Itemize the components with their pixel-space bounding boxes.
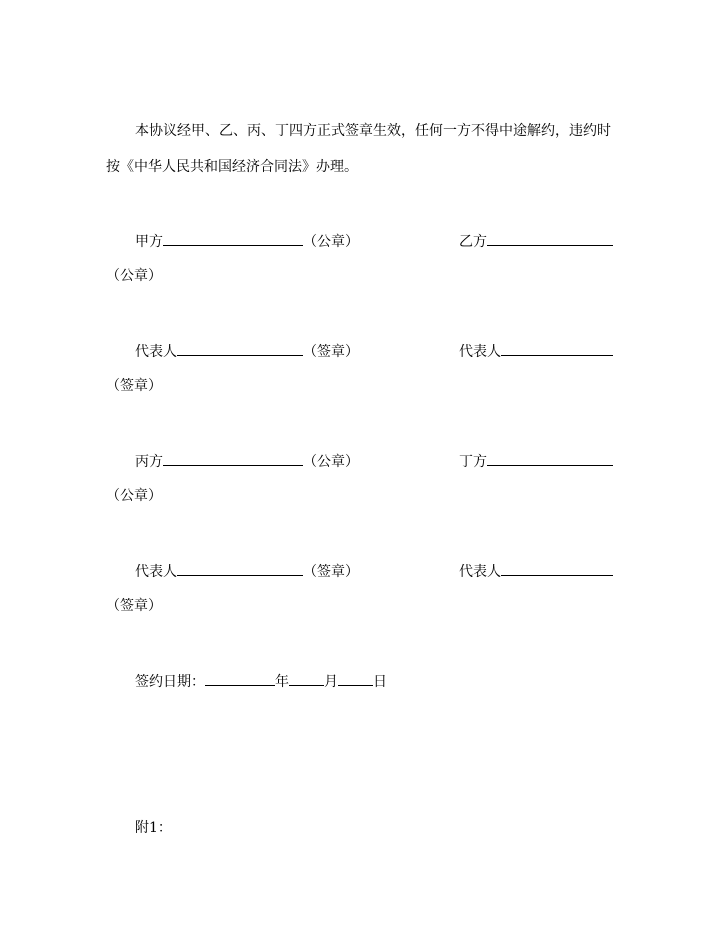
rep-a-row bbox=[135, 341, 359, 359]
signing-date-label: 签约日期： bbox=[135, 674, 205, 690]
rep-b-label: 代表人 bbox=[459, 344, 501, 360]
date-year-field[interactable] bbox=[205, 671, 275, 686]
party-a-signature-line[interactable] bbox=[163, 231, 303, 246]
party-c-seal: （公章） bbox=[303, 454, 359, 470]
rep-c-label: 代表人 bbox=[135, 564, 177, 580]
party-a-row bbox=[135, 231, 359, 249]
rep-c-seal: （签章） bbox=[303, 564, 359, 580]
party-c-signature-line[interactable] bbox=[163, 451, 303, 466]
attachment-label: 附1： bbox=[135, 820, 172, 836]
party-d-signature-line[interactable] bbox=[487, 451, 613, 466]
rep-c-signature-line[interactable] bbox=[177, 561, 303, 576]
date-month-label: 月 bbox=[324, 674, 338, 690]
party-b-signature-line[interactable] bbox=[487, 231, 613, 246]
party-c-label: 丙方 bbox=[135, 454, 163, 470]
rep-b-row bbox=[459, 341, 613, 359]
rep-b-signature-line[interactable] bbox=[501, 341, 613, 356]
party-d-row bbox=[459, 451, 613, 469]
party-a-seal: （公章） bbox=[303, 234, 359, 250]
party-b-row bbox=[459, 231, 613, 249]
party-c-row bbox=[135, 451, 359, 469]
date-day-field[interactable] bbox=[338, 671, 373, 686]
date-month-field[interactable] bbox=[289, 671, 324, 686]
rep-d-label: 代表人 bbox=[459, 564, 501, 580]
paragraph-line-1: 本协议经甲、乙、丙、丁四方正式签章生效，任何一方不得中途解约，违约时 bbox=[135, 123, 611, 139]
rep-a-signature-line[interactable] bbox=[177, 341, 303, 356]
rep-d-row bbox=[459, 561, 613, 579]
rep-a-seal: （签章） bbox=[303, 344, 359, 360]
rep-c-row bbox=[135, 561, 359, 579]
party-d-label: 丁方 bbox=[459, 454, 487, 470]
date-day-label: 日 bbox=[373, 674, 387, 690]
rep-d-seal: （签章） bbox=[106, 598, 162, 614]
party-b-label: 乙方 bbox=[459, 234, 487, 250]
party-a-label: 甲方 bbox=[135, 234, 163, 250]
signing-date-row bbox=[135, 671, 387, 689]
party-d-seal: （公章） bbox=[106, 488, 162, 504]
party-b-seal: （公章） bbox=[106, 268, 162, 284]
rep-d-signature-line[interactable] bbox=[501, 561, 613, 576]
rep-a-label: 代表人 bbox=[135, 344, 177, 360]
paragraph-line-2: 按《中华人民共和国经济合同法》办理。 bbox=[106, 159, 358, 175]
date-year-label: 年 bbox=[275, 674, 289, 690]
rep-b-seal: （签章） bbox=[106, 378, 162, 394]
